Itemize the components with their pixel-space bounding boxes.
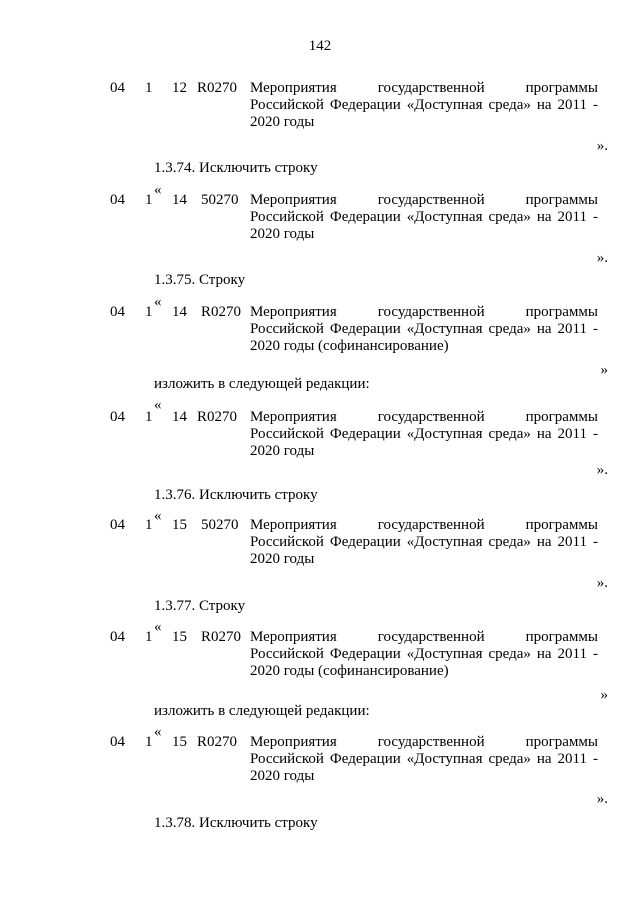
closing-quote: ». [596,462,608,478]
closing-quote: ». [596,250,608,266]
description-line: 2020 годы (софинансирование) [250,338,449,354]
description-line: Российской Федерации «Доступная среда» на 2011 - [250,209,598,225]
closing-quote: » [600,362,608,378]
instruction-text: 1.3.74. Исключить строку [154,160,318,176]
program-code: 14 [172,192,187,208]
closing-quote: ». [596,791,608,807]
description-line: Российской Федерации «Доступная среда» на 2011 - [250,534,598,550]
opening-quote: « [154,294,162,310]
opening-quote: « [154,397,162,413]
expense-code: R0270 [197,409,238,425]
instruction-text: 1.3.77. Строку [154,598,246,614]
description-line: Российской Федерации «Доступная среда» на 2011 - [250,426,598,442]
row-description [250,192,598,243]
row-description [250,629,598,680]
description-line: Российской Федерации «Доступная среда» на 2011 - [250,97,598,113]
subsection-code: 1 [145,734,153,750]
description-line: Мероприятия государственной программы [250,304,598,320]
description-line: 2020 годы [250,551,315,567]
description-line: 2020 годы [250,768,315,784]
expense-code: 50270 [201,517,239,533]
subsection-code: 1 [145,192,153,208]
expense-code: R0270 [201,629,242,645]
expense-code: R0270 [201,304,242,320]
description-line: 2020 годы (софинансирование) [250,663,449,679]
opening-quote: « [154,724,162,740]
instruction-text: 1.3.75. Строку [154,272,246,288]
section-code: 04 [110,409,125,425]
program-code: 15 [172,517,187,533]
closing-quote: ». [596,138,608,154]
description-line: Мероприятия государственной программы [250,80,598,96]
instruction-text: 1.3.76. Исключить строку [154,487,318,503]
expense-code: R0270 [197,734,238,750]
row-description [250,80,598,131]
opening-quote: « [154,182,162,198]
instruction-text: изложить в следующей редакции: [154,703,370,719]
row-description [250,304,598,355]
opening-quote: « [154,619,162,635]
closing-quote: » [600,687,608,703]
subsection-code: 1 [145,304,153,320]
description-line: Российской Федерации «Доступная среда» на 2011 - [250,646,598,662]
row-description [250,734,598,785]
description-line: Мероприятия государственной программы [250,517,598,533]
program-code: 12 [172,80,187,96]
program-code: 15 [172,629,187,645]
description-line: 2020 годы [250,443,315,459]
closing-quote: ». [596,575,608,591]
expense-code: 50270 [201,192,239,208]
program-code: 14 [172,304,187,320]
description-line: Мероприятия государственной программы [250,192,598,208]
subsection-code: 1 [145,517,153,533]
section-code: 04 [110,734,125,750]
row-description [250,517,598,568]
description-line: 2020 годы [250,114,315,130]
description-line: 2020 годы [250,226,315,242]
instruction-text: 1.3.78. Исключить строку [154,815,318,831]
program-code: 15 [172,734,187,750]
description-line: Российской Федерации «Доступная среда» на 2011 - [250,751,598,767]
section-code: 04 [110,629,125,645]
subsection-code: 1 [145,409,153,425]
opening-quote: « [154,508,162,524]
section-code: 04 [110,517,125,533]
subsection-code: 1 [145,629,153,645]
section-code: 04 [110,304,125,320]
subsection-code: 1 [145,80,153,96]
row-description [250,409,598,460]
section-code: 04 [110,80,125,96]
program-code: 14 [172,409,187,425]
description-line: Мероприятия государственной программы [250,734,598,750]
description-line: Мероприятия государственной программы [250,409,598,425]
instruction-text: изложить в следующей редакции: [154,376,370,392]
description-line: Российской Федерации «Доступная среда» на 2011 - [250,321,598,337]
description-line: Мероприятия государственной программы [250,629,598,645]
expense-code: R0270 [197,80,238,96]
page-number: 142 [308,38,332,54]
section-code: 04 [110,192,125,208]
